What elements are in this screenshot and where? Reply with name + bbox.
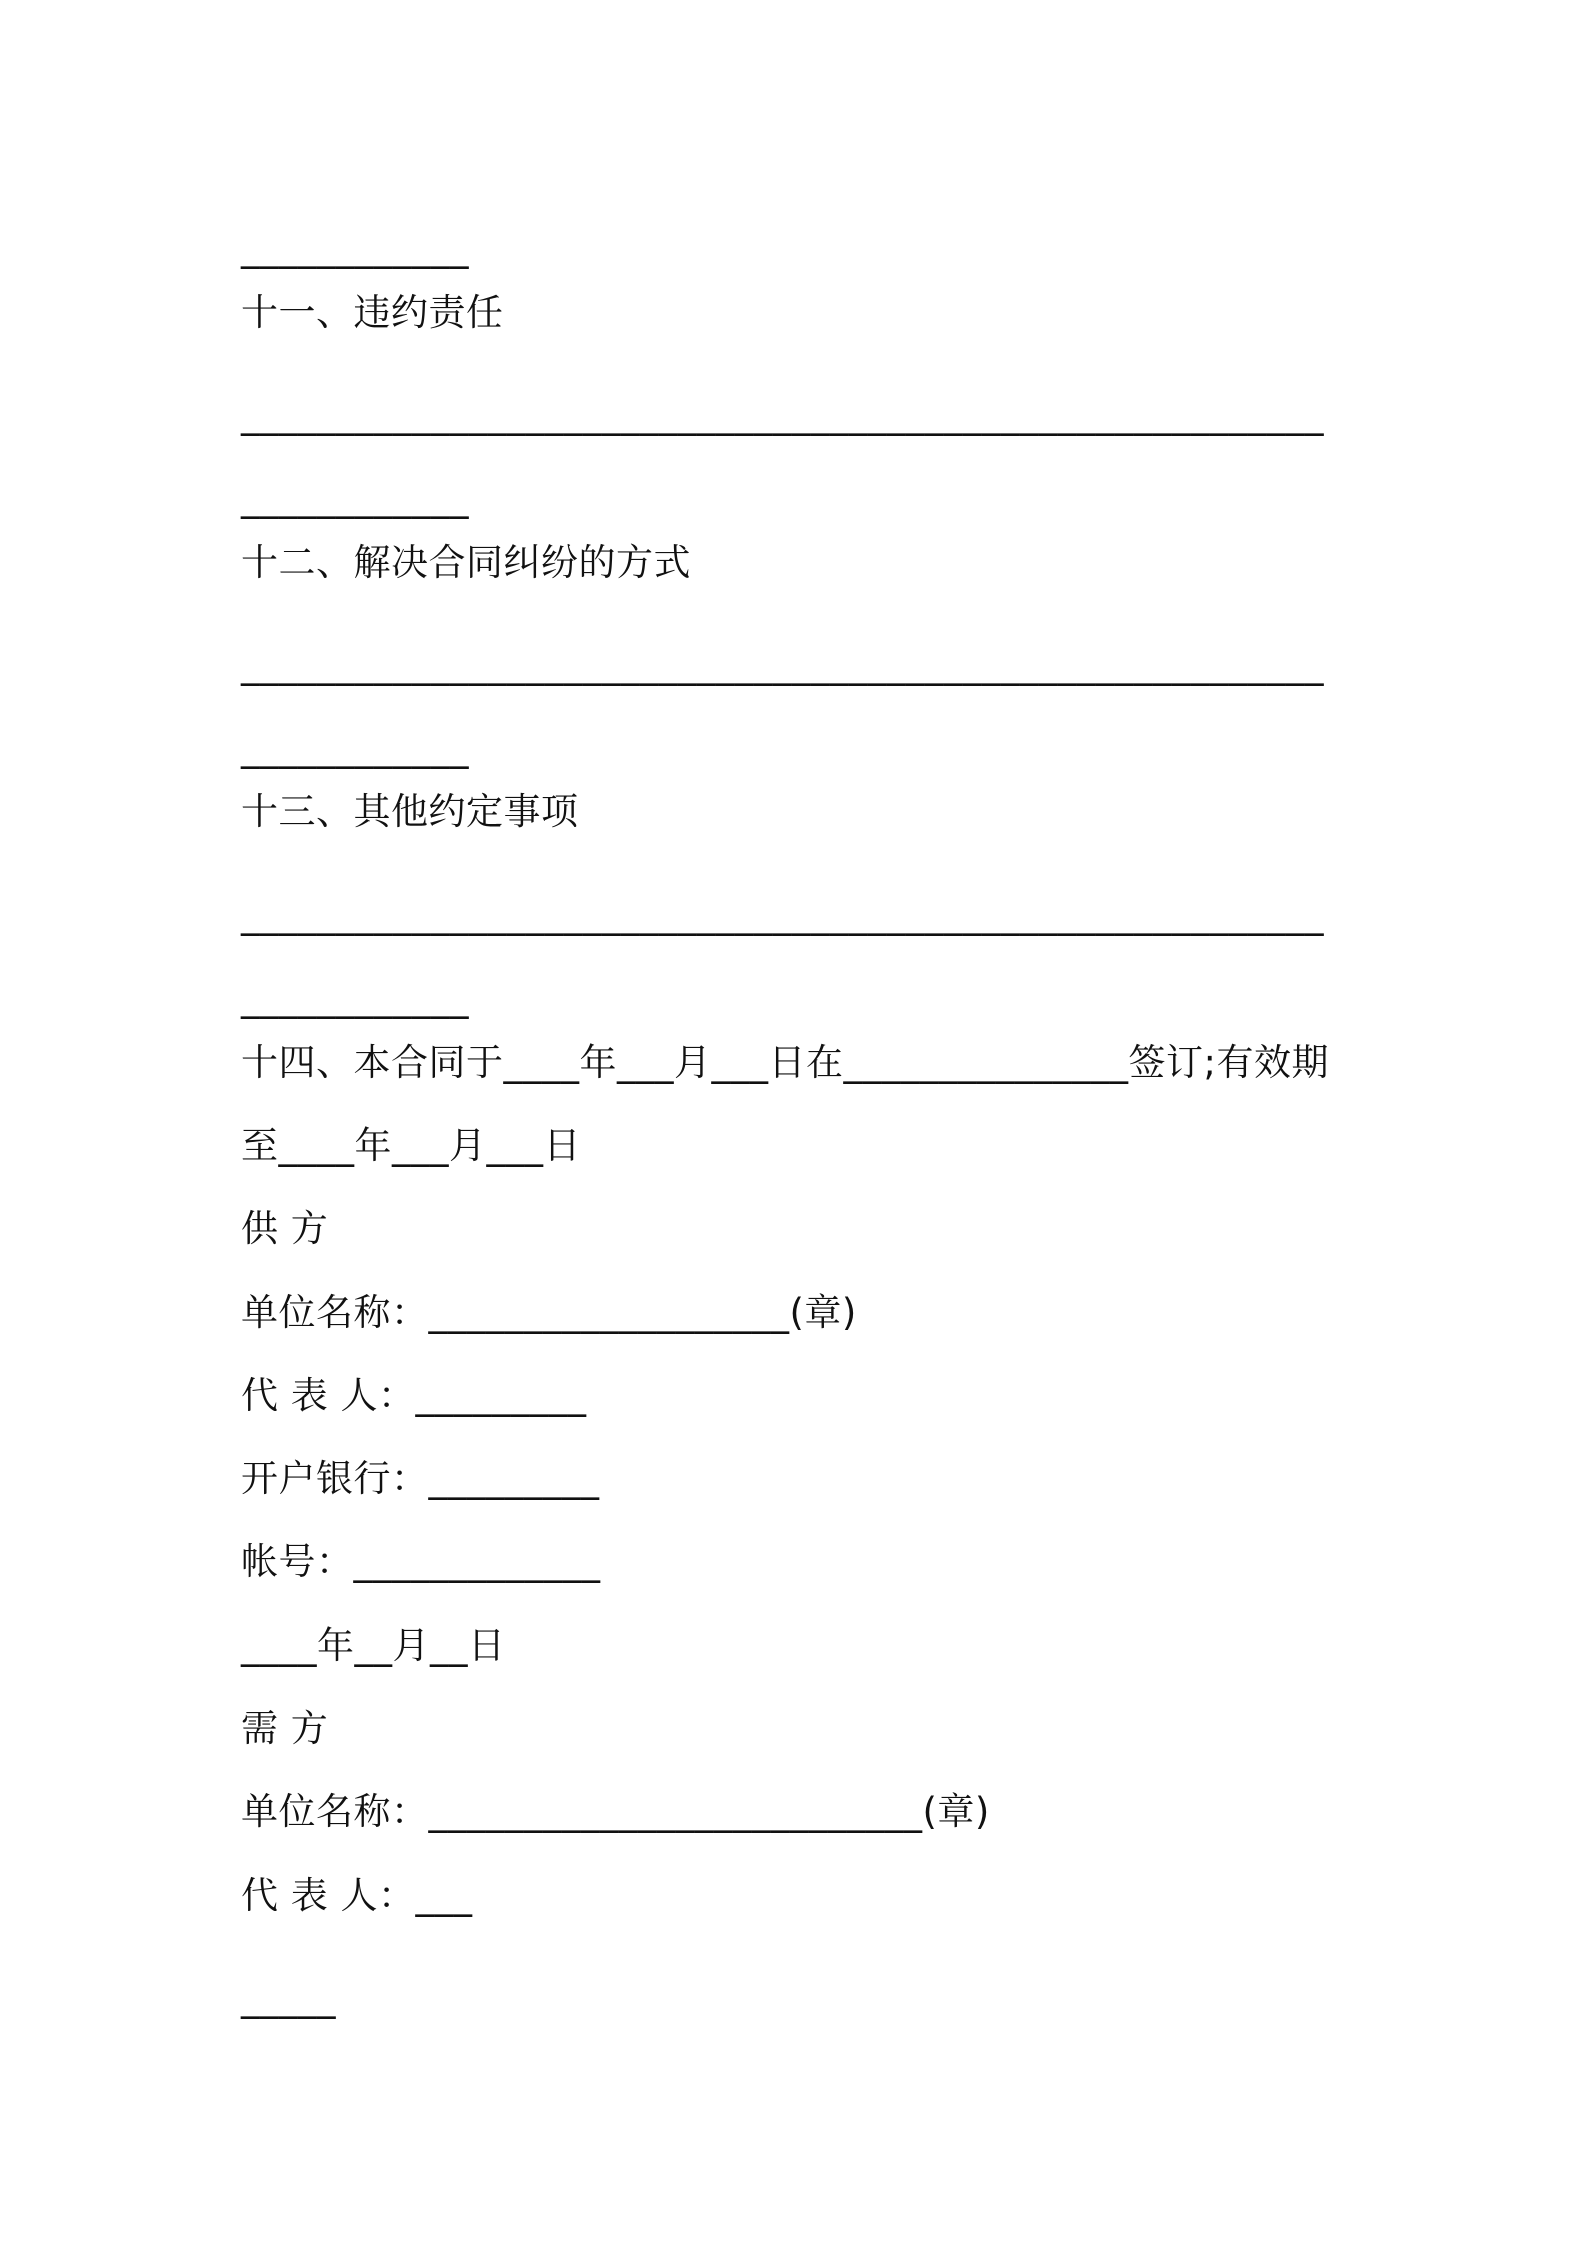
blank-line-short: ____________ — [241, 976, 469, 1019]
supplier-heading: 供 方 — [241, 1207, 329, 1250]
supplier-bank: 开户银行：_________ — [241, 1457, 600, 1500]
supplier-date: ____年__月__日 — [241, 1624, 506, 1667]
section-11-heading: 十一、违约责任 — [241, 291, 504, 334]
supplier-account: 帐号：_____________ — [241, 1540, 601, 1583]
buyer-unit-name: 单位名称：__________________________(章) — [241, 1790, 990, 1833]
blank-line-long: _________________________________________________________ — [241, 643, 1324, 686]
blank-line-short: ____________ — [241, 726, 469, 769]
blank-line-long: _________________________________________________________ — [241, 893, 1324, 936]
buyer-representative: 代 表 人：___ — [241, 1874, 473, 1917]
section-13-heading: 十三、其他约定事项 — [241, 790, 579, 833]
supplier-unit-name: 单位名称：___________________(章) — [241, 1291, 857, 1334]
blank-line-short: ____________ — [241, 476, 469, 519]
blank-line-long: _________________________________________________________ — [241, 393, 1324, 436]
section-14-line-1: 十四、本合同于____年___月___日在_______________签订;有效期 — [241, 1041, 1329, 1084]
buyer-heading: 需 方 — [241, 1707, 329, 1750]
section-14-line-2: 至____年___月___日 — [241, 1124, 581, 1167]
blank-line-short: ____________ — [241, 226, 469, 269]
section-12-heading: 十二、解决合同纠纷的方式 — [241, 541, 691, 584]
supplier-representative: 代 表 人：_________ — [241, 1374, 587, 1417]
buyer-trailing-blank: _____ — [241, 1976, 336, 2019]
